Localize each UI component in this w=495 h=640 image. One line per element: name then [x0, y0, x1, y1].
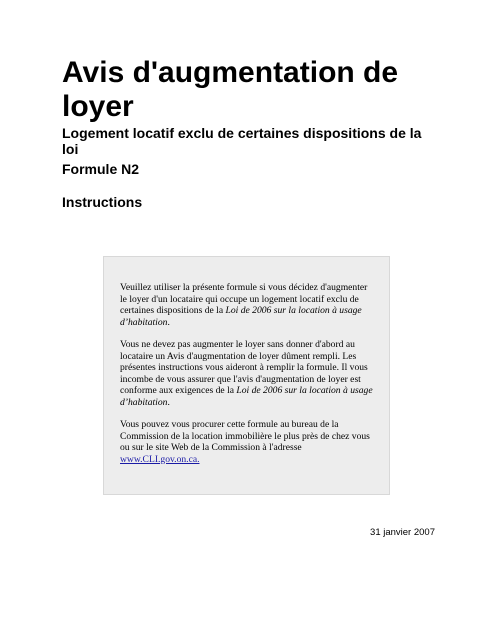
document-title: Avis d'augmentation de loyer: [62, 56, 399, 123]
paragraph-3-text: Vous pouvez vous procurer cette formule au bureau de la Commission de la location immobilière le plus près de chez vous ou sur le site Web de la Commission à l'adresse: [120, 419, 370, 453]
document-subtitle: Logement locatif exclu de certaines dispositions de la loi: [62, 125, 422, 157]
document-date: 31 janvier 2007: [370, 527, 435, 538]
paragraph-2-end: .: [167, 396, 170, 408]
instructions-paragraph-3: [120, 419, 375, 465]
instructions-paragraph-1: [120, 282, 375, 328]
paragraph-2-text: Vous ne devez pas augmenter le loyer sans donner d'abord au locataire un Avis d'augmentation de loyer dûment rempli. Les présentes instructions vous aideront à remplir la formule. Il vous incombe de vous assurer que l'avis d'augmentation de loyer est conforme aux exigences de la: [120, 339, 368, 396]
commission-website-link[interactable]: www.CLI.gov.on.ca.: [120, 453, 200, 465]
instructions-heading: Instructions: [62, 194, 143, 210]
paragraph-1-text: Veuillez utiliser la présente formule si vous décidez d'augmenter le loyer d'un locataire qui occupe un logement locatif exclu de certaines dispositions de la: [120, 282, 368, 316]
instructions-box: [103, 256, 390, 495]
form-number: Formule N2: [62, 161, 140, 177]
paragraph-1-end: .: [167, 316, 170, 328]
law-title: Loi de 2006 sur la location à usage d’habitation: [120, 305, 362, 328]
law-title: Loi de 2006 sur la location à usage d’habitation: [120, 385, 373, 408]
instructions-paragraph-2: [120, 339, 375, 408]
